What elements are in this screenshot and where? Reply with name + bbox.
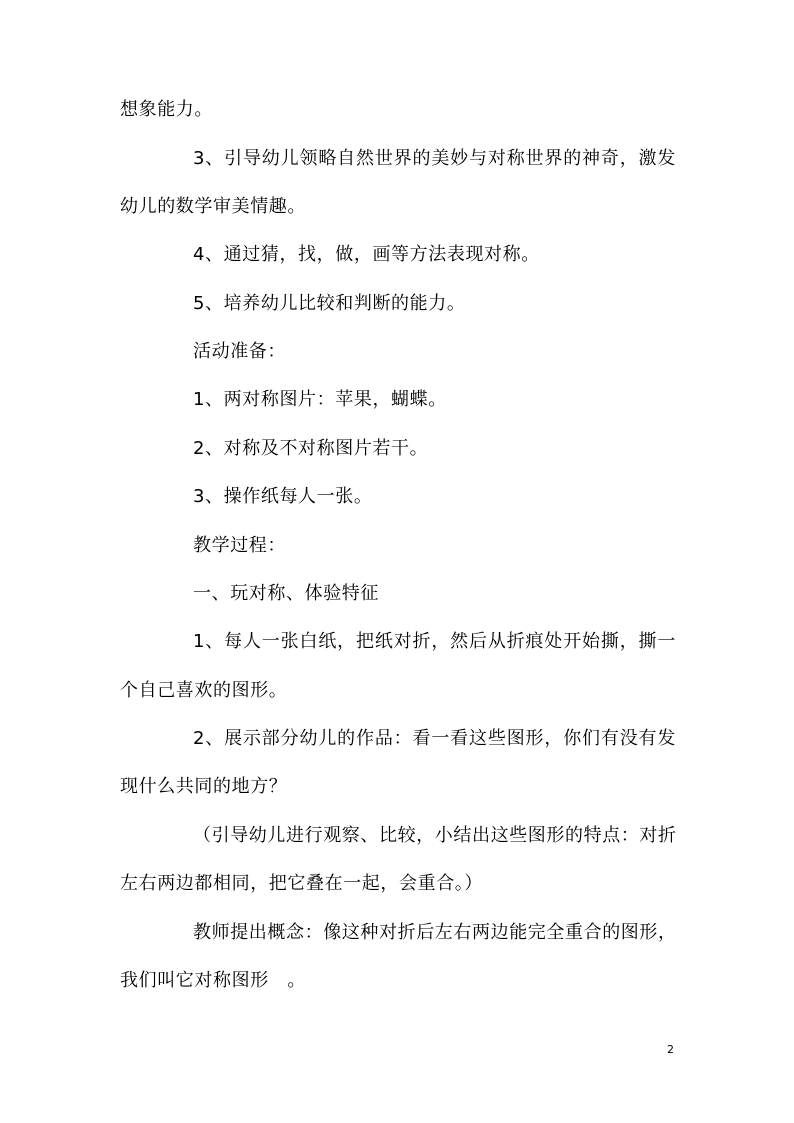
text-line: 个自己喜欢的图形。 xyxy=(120,680,288,701)
section-heading: 教学过程： xyxy=(193,535,286,556)
text-line: 3、引导幼儿领略自然世界的美妙与对称世界的神奇，激发 xyxy=(193,148,676,169)
text-line: 3、操作纸每人一张。 xyxy=(193,486,373,507)
text-line: 现什么共同的地方？ xyxy=(120,776,288,797)
text-line: （引导幼儿进行观察、比较，小结出这些图形的特点：对折 xyxy=(193,825,677,846)
text-line: 一、玩对称、体验特征 xyxy=(193,583,379,604)
page-number: 2 xyxy=(667,1043,674,1056)
text-line: 想象能力。 xyxy=(120,99,213,120)
text-line: 2、展示部分幼儿的作品：看一看这些图形，你们有没有发 xyxy=(193,728,676,749)
text-line: 教师提出概念：像这种对折后左右两边能完全重合的图形， xyxy=(193,922,677,943)
text-line: 1、每人一张白纸，把纸对折，然后从折痕处开始撕，撕一 xyxy=(193,631,676,652)
text-line: 我们叫它对称图形 。 xyxy=(120,970,306,991)
text-line: 4、通过猜，找，做，画等方法表现对称。 xyxy=(193,244,540,265)
text-line: 1、两对称图片：苹果，蝴蝶。 xyxy=(193,389,447,410)
text-line: 2、对称及不对称图片若干。 xyxy=(193,438,429,459)
text-line: 幼儿的数学审美情趣。 xyxy=(120,196,306,217)
section-heading: 活动准备： xyxy=(193,341,286,362)
text-line: 左右两边都相同，把它叠在一起，会重合。） xyxy=(120,873,483,894)
text-line: 5、培养幼儿比较和判断的能力。 xyxy=(193,293,466,314)
